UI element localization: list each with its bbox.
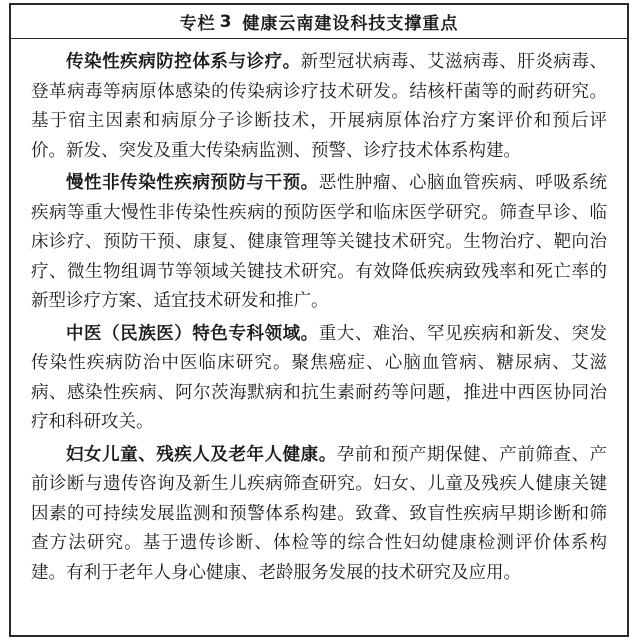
column-title: [11, 5, 627, 39]
column-title-number: 3: [219, 11, 233, 32]
paragraph-chronic-disease: [31, 169, 607, 317]
column-title-text: 健康云南建设科技支撑重点: [242, 14, 459, 34]
paragraph-body: 新型冠状病毒、艾滋病毒、肝炎病毒、登革病毒等病原体感染的传染病诊疗技术研发。结核杆菌等的耐药研究。基于宿主因素和病原分子诊断技术，开展病原体治疗方案评价和预后评价。新发、突发及重大传染病监测、预警、诊疗技术体系构建。: [31, 52, 607, 161]
paragraph-heading: 慢性非传染性疾病预防与干预。: [66, 173, 319, 193]
paragraph-women-children-elderly: [31, 441, 607, 589]
paragraph-body: 重大、难治、罕见疾病和新发、突发传染性疾病防治中医临床研究。聚焦癌症、心脑血管病、糖尿病、艾滋病、感染性疾病、阿尔茨海默病和抗生素耐药等问题，推进中西医协同治疗和科研攻关。: [31, 323, 608, 432]
column-title-prefix: 专栏: [179, 14, 216, 34]
paragraph-body: 孕前和预产期保健、产前筛查、产前诊断与遗传咨询及新生儿疾病筛查研究。妇女、儿童及残疾人健康关键因素的可持续发展监测和预警体系构建。致聋、致盲性疾病早期诊断和筛查方法研究。基于遗传诊断、体检等的综合性妇幼健康检测评价体系构建。有利于老年人身心健康、老龄服务发展的技术研究及应用。: [31, 444, 608, 583]
paragraph-heading: 中医（民族医）特色专科领域。: [66, 323, 319, 344]
column-box: [9, 3, 629, 637]
paragraph-infectious-disease: [31, 48, 607, 166]
paragraph-traditional-medicine: [31, 320, 607, 438]
column-content: [11, 39, 627, 588]
paragraph-body: 恶性肿瘤、心脑血管疾病、呼吸系统疾病等重大慢性非传染性疾病的预防医学和临床医学研究。筛查早诊、临床诊疗、预防干预、康复、健康管理等关键技术研究。生物治疗、靶向治疗、微生物组调节等领域关键技术研究。有效降低疾病致残率和死亡率的新型诊疗方案、适宜技术研发和推广。: [31, 173, 608, 311]
paragraph-heading: 妇女儿童、残疾人及老年人健康。: [66, 444, 337, 465]
paragraph-heading: 传染性疾病防控体系与诊疗。: [66, 52, 301, 72]
